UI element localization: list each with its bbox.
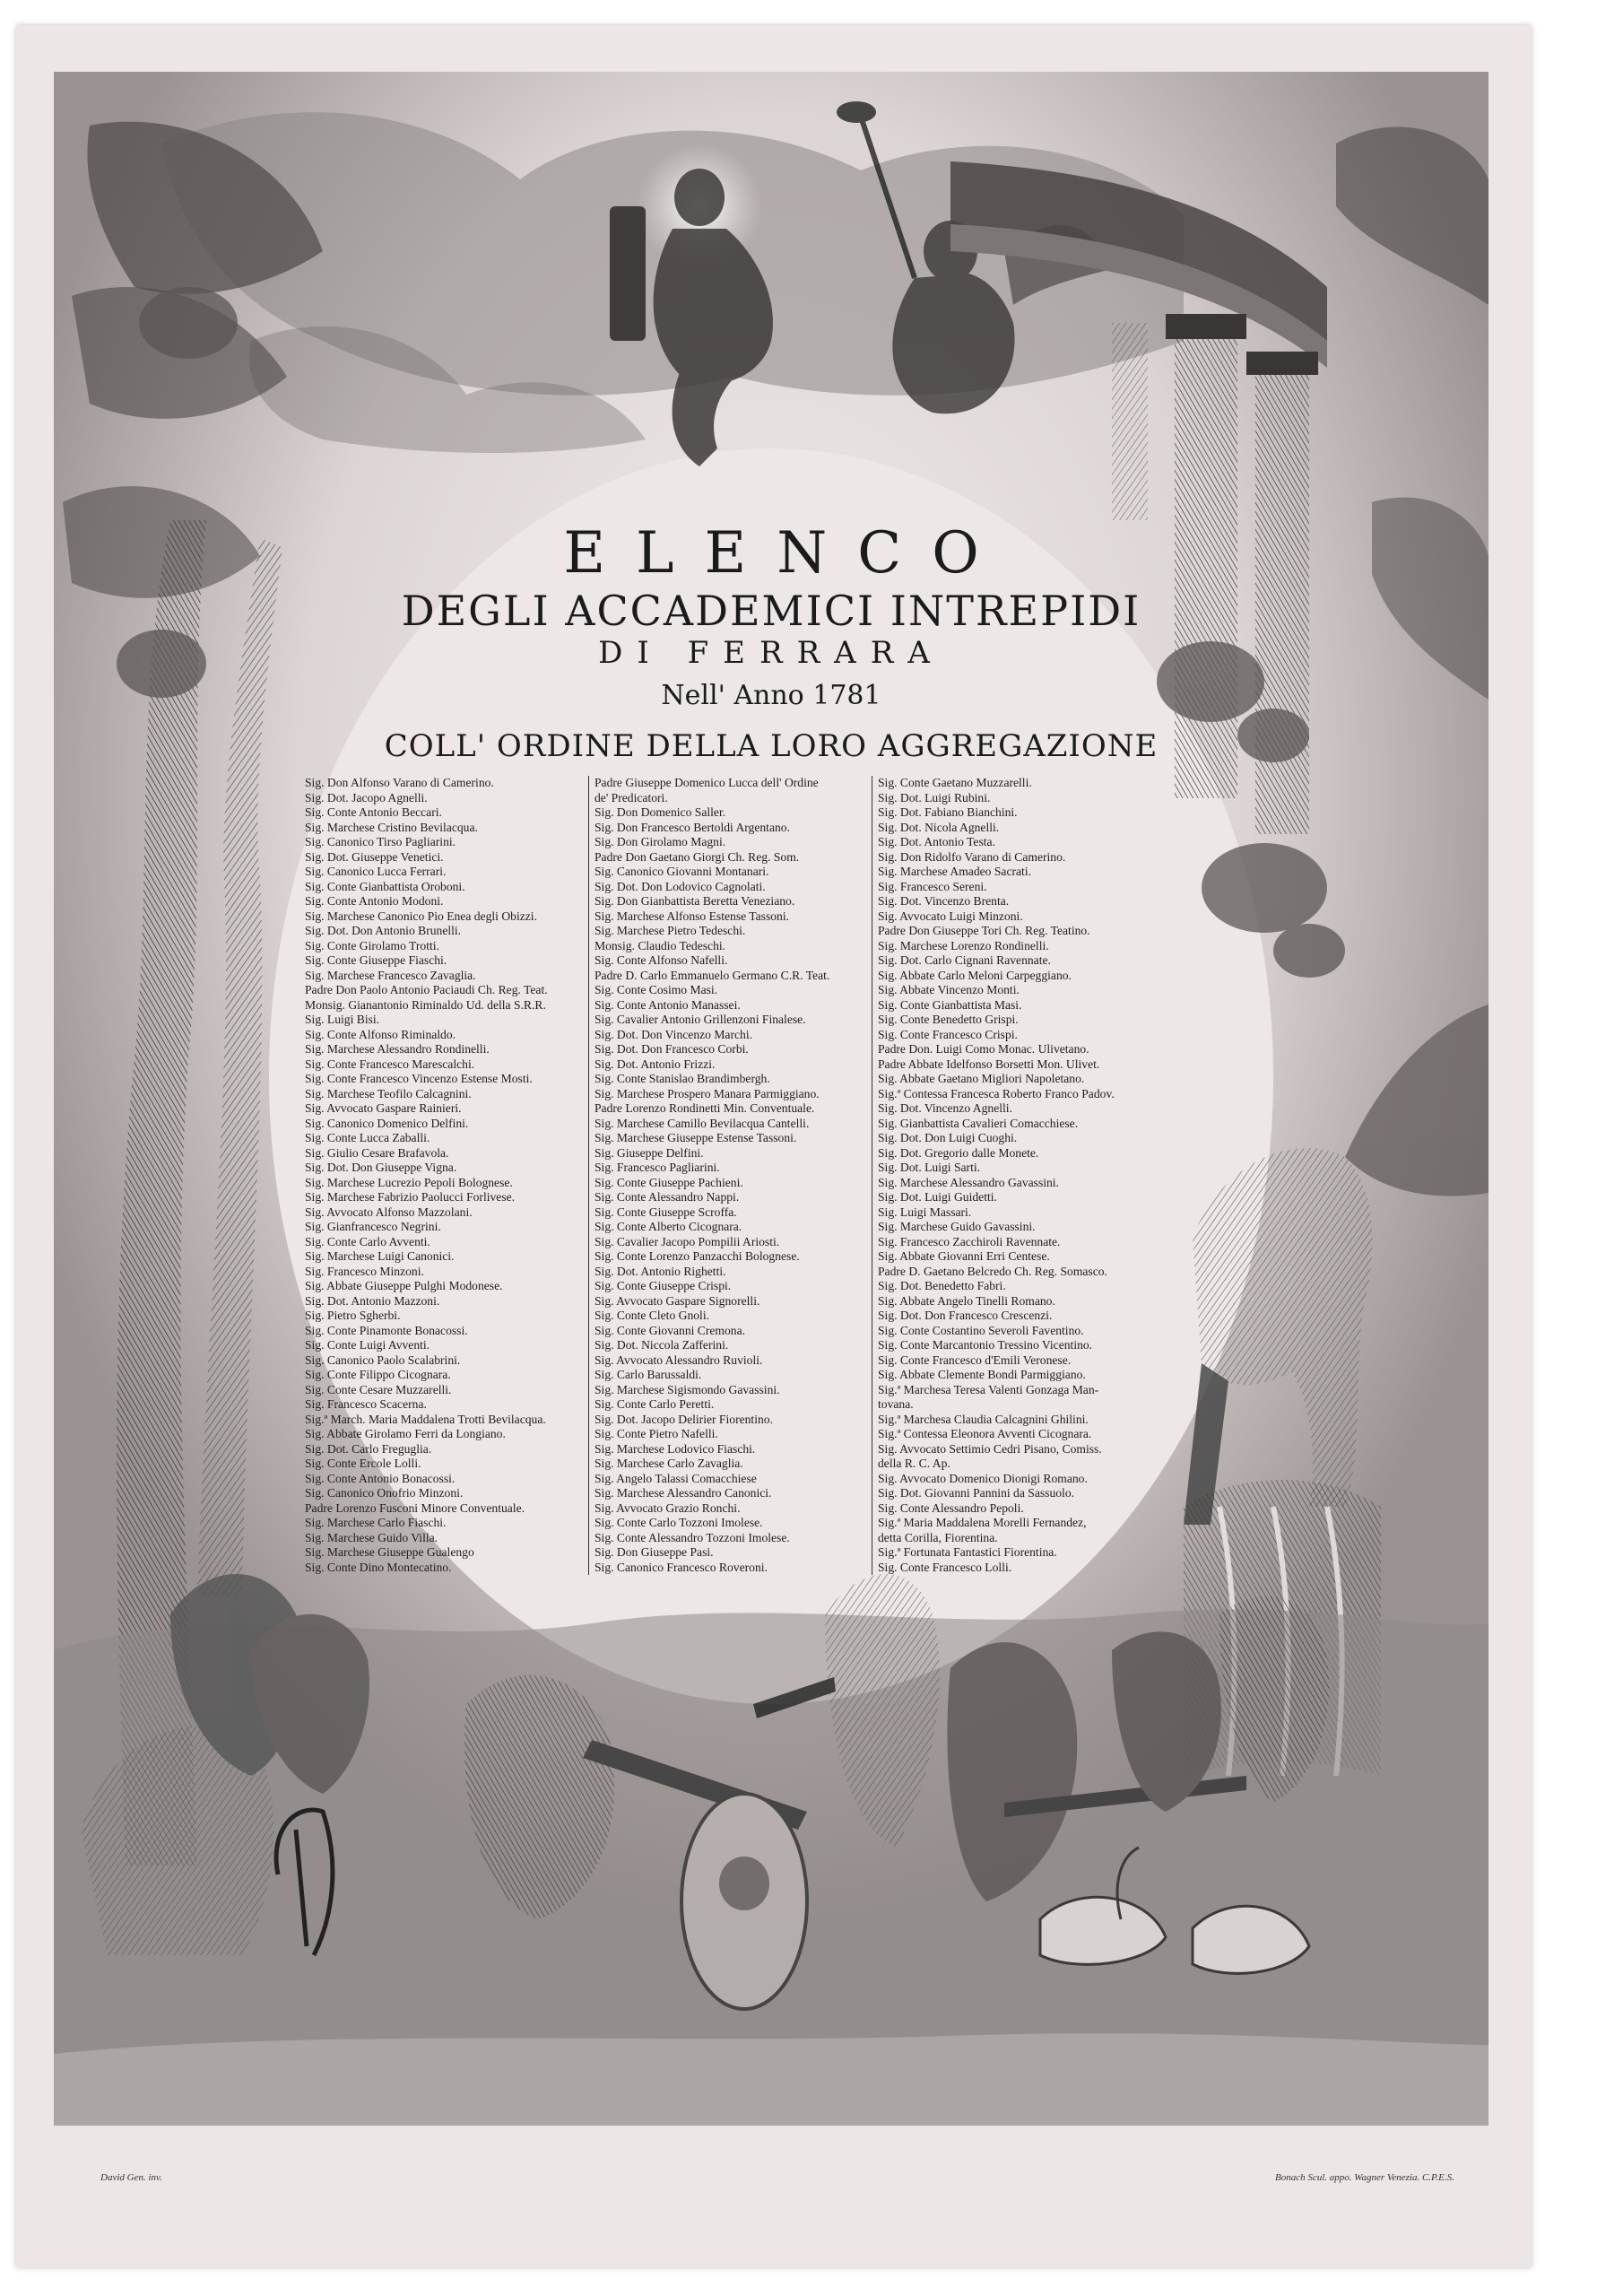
member-entry: Sig. Conte Antonio Modoni. <box>305 894 444 908</box>
member-entry: Sig. Giuseppe Delfini. <box>595 1145 704 1160</box>
member-entry: Sig. Dot. Don Giuseppe Vigna. <box>305 1161 457 1174</box>
member-entry: Sig. Pietro Sgherbi. <box>305 1309 401 1322</box>
member-entry: Sig. Dot. Luigi Guidetti. <box>878 1190 997 1204</box>
member-entry: Sig. Dot. Don Francesco Crescenzi. <box>878 1309 1053 1322</box>
member-entry: Sig. Francesco Sereni. <box>878 879 987 893</box>
member-entry: Sig. Conte Pietro Nafelli. <box>595 1427 718 1440</box>
engraved-plate <box>54 72 1488 2183</box>
member-entry: Sig. Conte Francesco Crispi. <box>878 1027 1018 1041</box>
member-entry: Sig. Marchese Luigi Canonici. <box>305 1249 455 1263</box>
member-entry: Sig. Dot. Luigi Rubini. <box>878 790 991 804</box>
member-entry: Sig. Dot. Giuseppe Venetici. <box>305 849 444 864</box>
member-entry: Sig. Francesco Pagliarini. <box>595 1161 720 1174</box>
member-entry: Sig. Conte Francesco Lolli. <box>878 1560 1012 1574</box>
water-pool <box>54 2033 1488 2126</box>
member-entry: detta Corilla, Fiorentina. <box>878 1530 998 1544</box>
member-entry: Sig. Marchese Guido Villa. <box>305 1530 438 1544</box>
member-entry: Sig. Conte Luigi Avventi. <box>305 1338 430 1352</box>
member-entry: Sig. Conte Giuseppe Crispi. <box>595 1279 732 1292</box>
member-entry: Sig. Dot. Fabiano Bianchini. <box>878 805 1018 819</box>
member-entry: Sig. Dot. Carlo Freguglia. <box>305 1441 432 1456</box>
member-entry: Sig. Luigi Massari. <box>878 1205 972 1219</box>
member-entry: Sig.ª Marchesa Claudia Calcagnini Ghilini. <box>878 1412 1089 1426</box>
member-entry: Sig. Francesco Scacerna. <box>305 1397 427 1411</box>
member-entry: Sig. Marchese Fabrizio Paolucci Forlivese. <box>305 1190 516 1204</box>
member-entry: Sig. Dot. Don Francesco Corbi. <box>595 1042 749 1056</box>
member-entry: Padre Lorenzo Rondinetti Min. Conventuale. <box>595 1101 815 1115</box>
member-entry: Sig.ª Marchesa Teresa Valenti Gonzaga Man- <box>878 1382 1099 1396</box>
member-entry: Sig. Angelo Talassi Comacchiese <box>595 1471 757 1485</box>
member-entry: Sig. Conte Carlo Peretti. <box>595 1397 715 1411</box>
member-entry: Sig. Dot. Antonio Righetti. <box>595 1264 726 1278</box>
member-entry: Sig. Dot. Vincenzo Brenta. <box>878 894 1010 908</box>
member-entry: Sig. Avvocato Settimio Cedri Pisano, Comiss. <box>878 1441 1102 1456</box>
member-entry: Sig. Gianfrancesco Negrini. <box>305 1220 441 1233</box>
member-entry: Sig. Marchese Guido Gavassini. <box>878 1220 1036 1233</box>
member-entry: Sig. Dot. Don Lodovico Cagnolati. <box>595 879 766 893</box>
member-entry: Sig. Don Girolamo Magni. <box>595 835 726 848</box>
member-entry: Sig. Don Ridolfo Varano di Camerino. <box>878 849 1066 864</box>
member-entry: Sig. Dot. Don Vincenzo Marchi. <box>595 1027 753 1041</box>
member-entry: Sig. Marchese Canonico Pio Enea degli Obizzi. <box>305 909 537 923</box>
member-entry: Sig.ª March. Maria Maddalena Trotti Bevilacqua. <box>305 1412 546 1426</box>
member-entry: Sig. Conte Francesco d'Emili Veronese. <box>878 1352 1072 1367</box>
member-entry: Sig. Conte Alessandro Nappi. <box>595 1190 740 1204</box>
member-entry: Sig. Marchese Carlo Zavaglia. <box>595 1457 743 1470</box>
member-entry: Sig. Dot. Gregorio dalle Monete. <box>878 1145 1039 1160</box>
title-accademici: DEGLI ACCADEMICI INTREPIDI <box>401 587 1141 635</box>
member-entry: Sig. Marchese Alessandro Canonici. <box>595 1486 772 1500</box>
member-entry: Sig. Cavalier Antonio Grillenzoni Finalese. <box>595 1013 806 1026</box>
member-entry: Sig. Conte Alfonso Nafelli. <box>595 953 728 967</box>
member-entry: Sig. Avvocato Gaspare Signorelli. <box>595 1293 760 1308</box>
member-entry: Sig. Conte Giuseppe Scroffa. <box>595 1205 737 1219</box>
member-entry: Sig. Abbate Carlo Meloni Carpeggiano. <box>878 968 1072 982</box>
member-entry: Sig. Marchese Giuseppe Gualengo <box>305 1545 474 1559</box>
member-entry: Sig. Canonico Domenico Delfini. <box>305 1116 469 1130</box>
member-entry: Padre D. Carlo Emmanuelo Germano C.R. Teat. <box>595 968 830 982</box>
member-entry: Padre Lorenzo Fusconi Minore Conventuale. <box>305 1500 525 1515</box>
member-entry: Sig. Giulio Cesare Brafavola. <box>305 1145 449 1160</box>
member-entry: Sig. Dot. Benedetto Fabri. <box>878 1279 1006 1292</box>
member-entry: Padre Don Gaetano Giorgi Ch. Reg. Som. <box>595 849 800 864</box>
title-order: COLL' ORDINE DELLA LORO AGGREGAZIONE <box>384 728 1159 764</box>
member-entry: Sig. Francesco Zacchiroli Ravennate. <box>878 1234 1061 1248</box>
member-entry: Padre Giuseppe Domenico Lucca dell' Ordine <box>595 776 819 789</box>
member-entry: Sig. Conte Giuseppe Fiaschi. <box>305 953 447 967</box>
members-column-2 <box>588 776 864 1575</box>
member-entry: Sig. Marchese Lorenzo Rondinelli. <box>878 938 1049 952</box>
member-entry: Sig. Luigi Bisi. <box>305 1013 380 1026</box>
member-entry: Sig. Cavalier Jacopo Pompilii Ariosti. <box>595 1234 780 1248</box>
member-entry: Sig. Gianbattista Cavalieri Comacchiese. <box>878 1116 1079 1130</box>
member-entry: Sig. Marchese Lodovico Fiaschi. <box>595 1441 756 1456</box>
member-entry: Padre Don. Luigi Como Monac. Ulivetano. <box>878 1042 1089 1056</box>
member-entry: Sig. Conte Antonio Manassei. <box>595 997 741 1012</box>
member-entry: Sig. Conte Francesco Marescalchi. <box>305 1057 475 1071</box>
member-entry: Sig. Dot. Carlo Cignani Ravennate. <box>878 953 1051 967</box>
member-entry: Sig. Conte Dino Montecatino. <box>305 1560 452 1574</box>
credit-inventor: David Gen. inv. <box>100 2172 162 2183</box>
member-entry: Sig. Abbate Giuseppe Pulghi Modonese. <box>305 1279 503 1292</box>
member-entry: Sig. Conte Giuseppe Pachieni. <box>595 1175 743 1189</box>
member-entry: Sig. Don Gianbattista Beretta Veneziano. <box>595 894 795 908</box>
member-entry: Sig. Conte Carlo Tozzoni Imolese. <box>595 1516 763 1529</box>
member-entry: Sig. Dot. Nicola Agnelli. <box>878 820 1000 834</box>
member-entry: Sig. Abbate Gaetano Migliori Napoletano. <box>878 1072 1085 1085</box>
member-entry: Sig. Marchese Cristino Bevilacqua. <box>305 820 478 834</box>
member-entry: Sig. Conte Alessandro Pepoli. <box>878 1500 1024 1515</box>
member-entry: Padre D. Gaetano Belcredo Ch. Reg. Somasco. <box>878 1264 1107 1278</box>
member-entry: Sig. Conte Girolamo Trotti. <box>305 938 439 952</box>
member-entry: Sig. Marchese Sigismondo Gavassini. <box>595 1382 780 1396</box>
member-entry: Sig. Abbate Vincenzo Monti. <box>878 983 1020 996</box>
member-entry: Sig. Conte Carlo Avventi. <box>305 1234 430 1248</box>
member-entry: Sig. Marchese Pietro Tedeschi. <box>595 924 746 937</box>
member-entry: Sig. Conte Alberto Cicognara. <box>595 1220 742 1233</box>
member-entry: Sig. Avvocato Luigi Minzoni. <box>878 909 1023 923</box>
member-entry: Monsig. Gianantonio Riminaldo Ud. della S.R.R. <box>305 997 546 1012</box>
members-column-3 <box>872 776 1165 1575</box>
member-entry: Sig. Avvocato Grazio Ronchi. <box>595 1500 741 1515</box>
member-entry: Sig. Conte Gianbattista Oroboni. <box>305 879 465 893</box>
member-entry: Sig. Marchese Giuseppe Estense Tassoni. <box>595 1131 797 1144</box>
member-entry: Sig. Canonico Tirso Pagliarini. <box>305 835 456 848</box>
member-entry: Sig. Don Alfonso Varano di Camerino. <box>305 776 494 789</box>
member-entry: Sig. Conte Marcantonio Tressino Vicentino. <box>878 1338 1093 1352</box>
member-entry: Sig. Conte Cesare Muzzarelli. <box>305 1382 452 1396</box>
member-entry: Sig. Conte Cosimo Masi. <box>595 983 718 996</box>
member-entry: Sig. Marchese Prospero Manara Parmiggiano. <box>595 1086 820 1100</box>
member-entry: Sig.ª Contessa Francesca Roberto Franco Padov. <box>878 1086 1115 1100</box>
member-entry: Sig. Conte Cleto Gnoli. <box>595 1309 710 1322</box>
member-entry: Sig. Dot. Giovanni Pannini da Sassuolo. <box>878 1486 1075 1500</box>
member-entry: Sig. Conte Ercole Lolli. <box>305 1457 421 1470</box>
member-entry: Sig. Marchese Camillo Bevilacqua Cantelli. <box>595 1116 810 1130</box>
member-entry: Padre Don Giuseppe Tori Ch. Reg. Teatino. <box>878 924 1090 937</box>
member-entry: Sig. Carlo Barussaldi. <box>595 1368 702 1381</box>
member-entry: Sig. Abbate Angelo Tinelli Romano. <box>878 1293 1055 1308</box>
member-entry: Sig. Abbate Clemente Bondi Parmiggiano. <box>878 1368 1086 1381</box>
member-entry: Sig. Conte Pinamonte Bonacossi. <box>305 1323 468 1337</box>
member-entry: Sig. Don Domenico Saller. <box>595 805 726 819</box>
member-entry: Padre Don Paolo Antonio Paciaudi Ch. Reg. Teat. <box>305 983 548 996</box>
member-entry: Sig. Marchese Carlo Fiaschi. <box>305 1516 447 1529</box>
member-entry: Sig. Avvocato Alfonso Mazzolani. <box>305 1205 473 1219</box>
member-entry: Sig.ª Contessa Eleonora Avventi Cicognara. <box>878 1427 1092 1440</box>
members-column-1 <box>305 776 574 1575</box>
member-entry: Sig. Conte Antonio Beccari. <box>305 805 442 819</box>
credit-engraver: Bonach Scul. appo. Wagner Venezia. C.P.E.S. <box>1275 2172 1454 2183</box>
member-entry: Sig. Canonico Giovanni Montanari. <box>595 865 769 878</box>
member-entry: Sig. Abbate Giovanni Erri Centese. <box>878 1249 1050 1263</box>
member-entry: Sig. Conte Filippo Cicognara. <box>305 1368 451 1381</box>
member-entry: Sig. Dot. Niccola Zafferini. <box>595 1338 729 1352</box>
member-entry: de' Predicatori. <box>595 790 668 804</box>
member-entry: Sig. Canonico Paolo Scalabrini. <box>305 1352 461 1367</box>
member-entry: Sig. Dot. Jacopo Agnelli. <box>305 790 428 804</box>
member-entry: Padre Abbate Idelfonso Borsetti Mon. Ulivet. <box>878 1057 1100 1071</box>
member-entry: Sig. Dot. Don Antonio Brunelli. <box>305 924 462 937</box>
member-entry: Sig. Conte Alfonso Riminaldo. <box>305 1027 456 1041</box>
member-entry: Sig. Dot. Jacopo Delirier Fiorentino. <box>595 1412 773 1426</box>
member-entry: Sig. Avvocato Gaspare Rainieri. <box>305 1101 462 1115</box>
member-entry: Sig. Abbate Girolamo Ferri da Longiano. <box>305 1427 506 1440</box>
member-entry: della R. C. Ap. <box>878 1457 950 1470</box>
member-entry: Sig. Marchese Teofilo Calcagnini. <box>305 1086 472 1100</box>
member-entry: Sig. Marchese Amadeo Sacrati. <box>878 865 1032 878</box>
title-year: Nell' Anno 1781 <box>661 680 881 711</box>
member-entry: Sig. Conte Gaetano Muzzarelli. <box>878 776 1032 789</box>
member-entry: Sig. Francesco Minzoni. <box>305 1264 424 1278</box>
member-entry: Sig. Canonico Francesco Roveroni. <box>595 1560 768 1574</box>
member-entry: Sig. Dot. Luigi Sarti. <box>878 1161 981 1174</box>
member-entry: Sig. Conte Antonio Bonacossi. <box>305 1471 456 1485</box>
member-entry: Sig. Avvocato Domenico Dionigi Romano. <box>878 1471 1088 1485</box>
member-entry: Sig. Marchese Francesco Zavaglia. <box>305 968 476 982</box>
member-entry: Sig. Dot. Antonio Mazzoni. <box>305 1293 440 1308</box>
member-entry: Sig. Dot. Antonio Testa. <box>878 835 995 848</box>
member-entry: Monsig. Claudio Tedeschi. <box>595 938 726 952</box>
member-entry: Sig. Dot. Antonio Frizzi. <box>595 1057 716 1071</box>
title-block <box>251 520 1291 768</box>
member-entry: Sig. Don Giuseppe Pasi. <box>595 1545 714 1559</box>
member-entry: Sig. Canonico Lucca Ferrari. <box>305 865 447 878</box>
title-elenco: ELENCO <box>563 520 1010 587</box>
member-entry: tovana. <box>878 1397 914 1411</box>
member-entry: Sig. Conte Giovanni Cremona. <box>595 1323 746 1337</box>
member-entry: Sig. Conte Lorenzo Panzacchi Bolognese. <box>595 1249 800 1263</box>
member-entry: Sig. Conte Lucca Zaballi. <box>305 1131 430 1144</box>
member-entry: Sig. Marchese Alessandro Rondinelli. <box>305 1042 490 1056</box>
title-ferrara: DI FERRARA <box>598 635 944 671</box>
member-entry: Sig. Conte Gianbattista Masi. <box>878 997 1022 1012</box>
member-entry: Sig. Conte Alessandro Tozzoni Imolese. <box>595 1530 790 1544</box>
member-entry: Sig.ª Fortunata Fantastici Fiorentina. <box>878 1545 1057 1559</box>
member-entry: Sig. Marchese Alfonso Estense Tassoni. <box>595 909 790 923</box>
member-entry: Sig. Conte Benedetto Grispi. <box>878 1013 1019 1026</box>
member-entry: Sig. Conte Costantino Severoli Faventino. <box>878 1323 1084 1337</box>
member-entry: Sig. Marchese Lucrezio Pepoli Bolognese. <box>305 1175 513 1189</box>
member-entry: Sig. Canonico Onofrio Minzoni. <box>305 1486 464 1500</box>
member-entry: Sig. Avvocato Alessandro Ruvioli. <box>595 1352 763 1367</box>
member-entry: Sig. Don Francesco Bertoldi Argentano. <box>595 820 790 834</box>
member-entry: Sig. Conte Francesco Vincenzo Estense Mosti. <box>305 1072 533 1085</box>
member-entry: Sig. Marchese Alessandro Gavassini. <box>878 1175 1059 1189</box>
member-entry: Sig. Dot. Don Luigi Cuoghi. <box>878 1131 1018 1144</box>
member-entry: Sig. Dot. Vincenzo Agnelli. <box>878 1101 1012 1115</box>
member-entry: Sig. Conte Stanislao Brandimbergh. <box>595 1072 770 1085</box>
member-entry: Sig.ª Maria Maddalena Morelli Fernandez, <box>878 1516 1087 1529</box>
